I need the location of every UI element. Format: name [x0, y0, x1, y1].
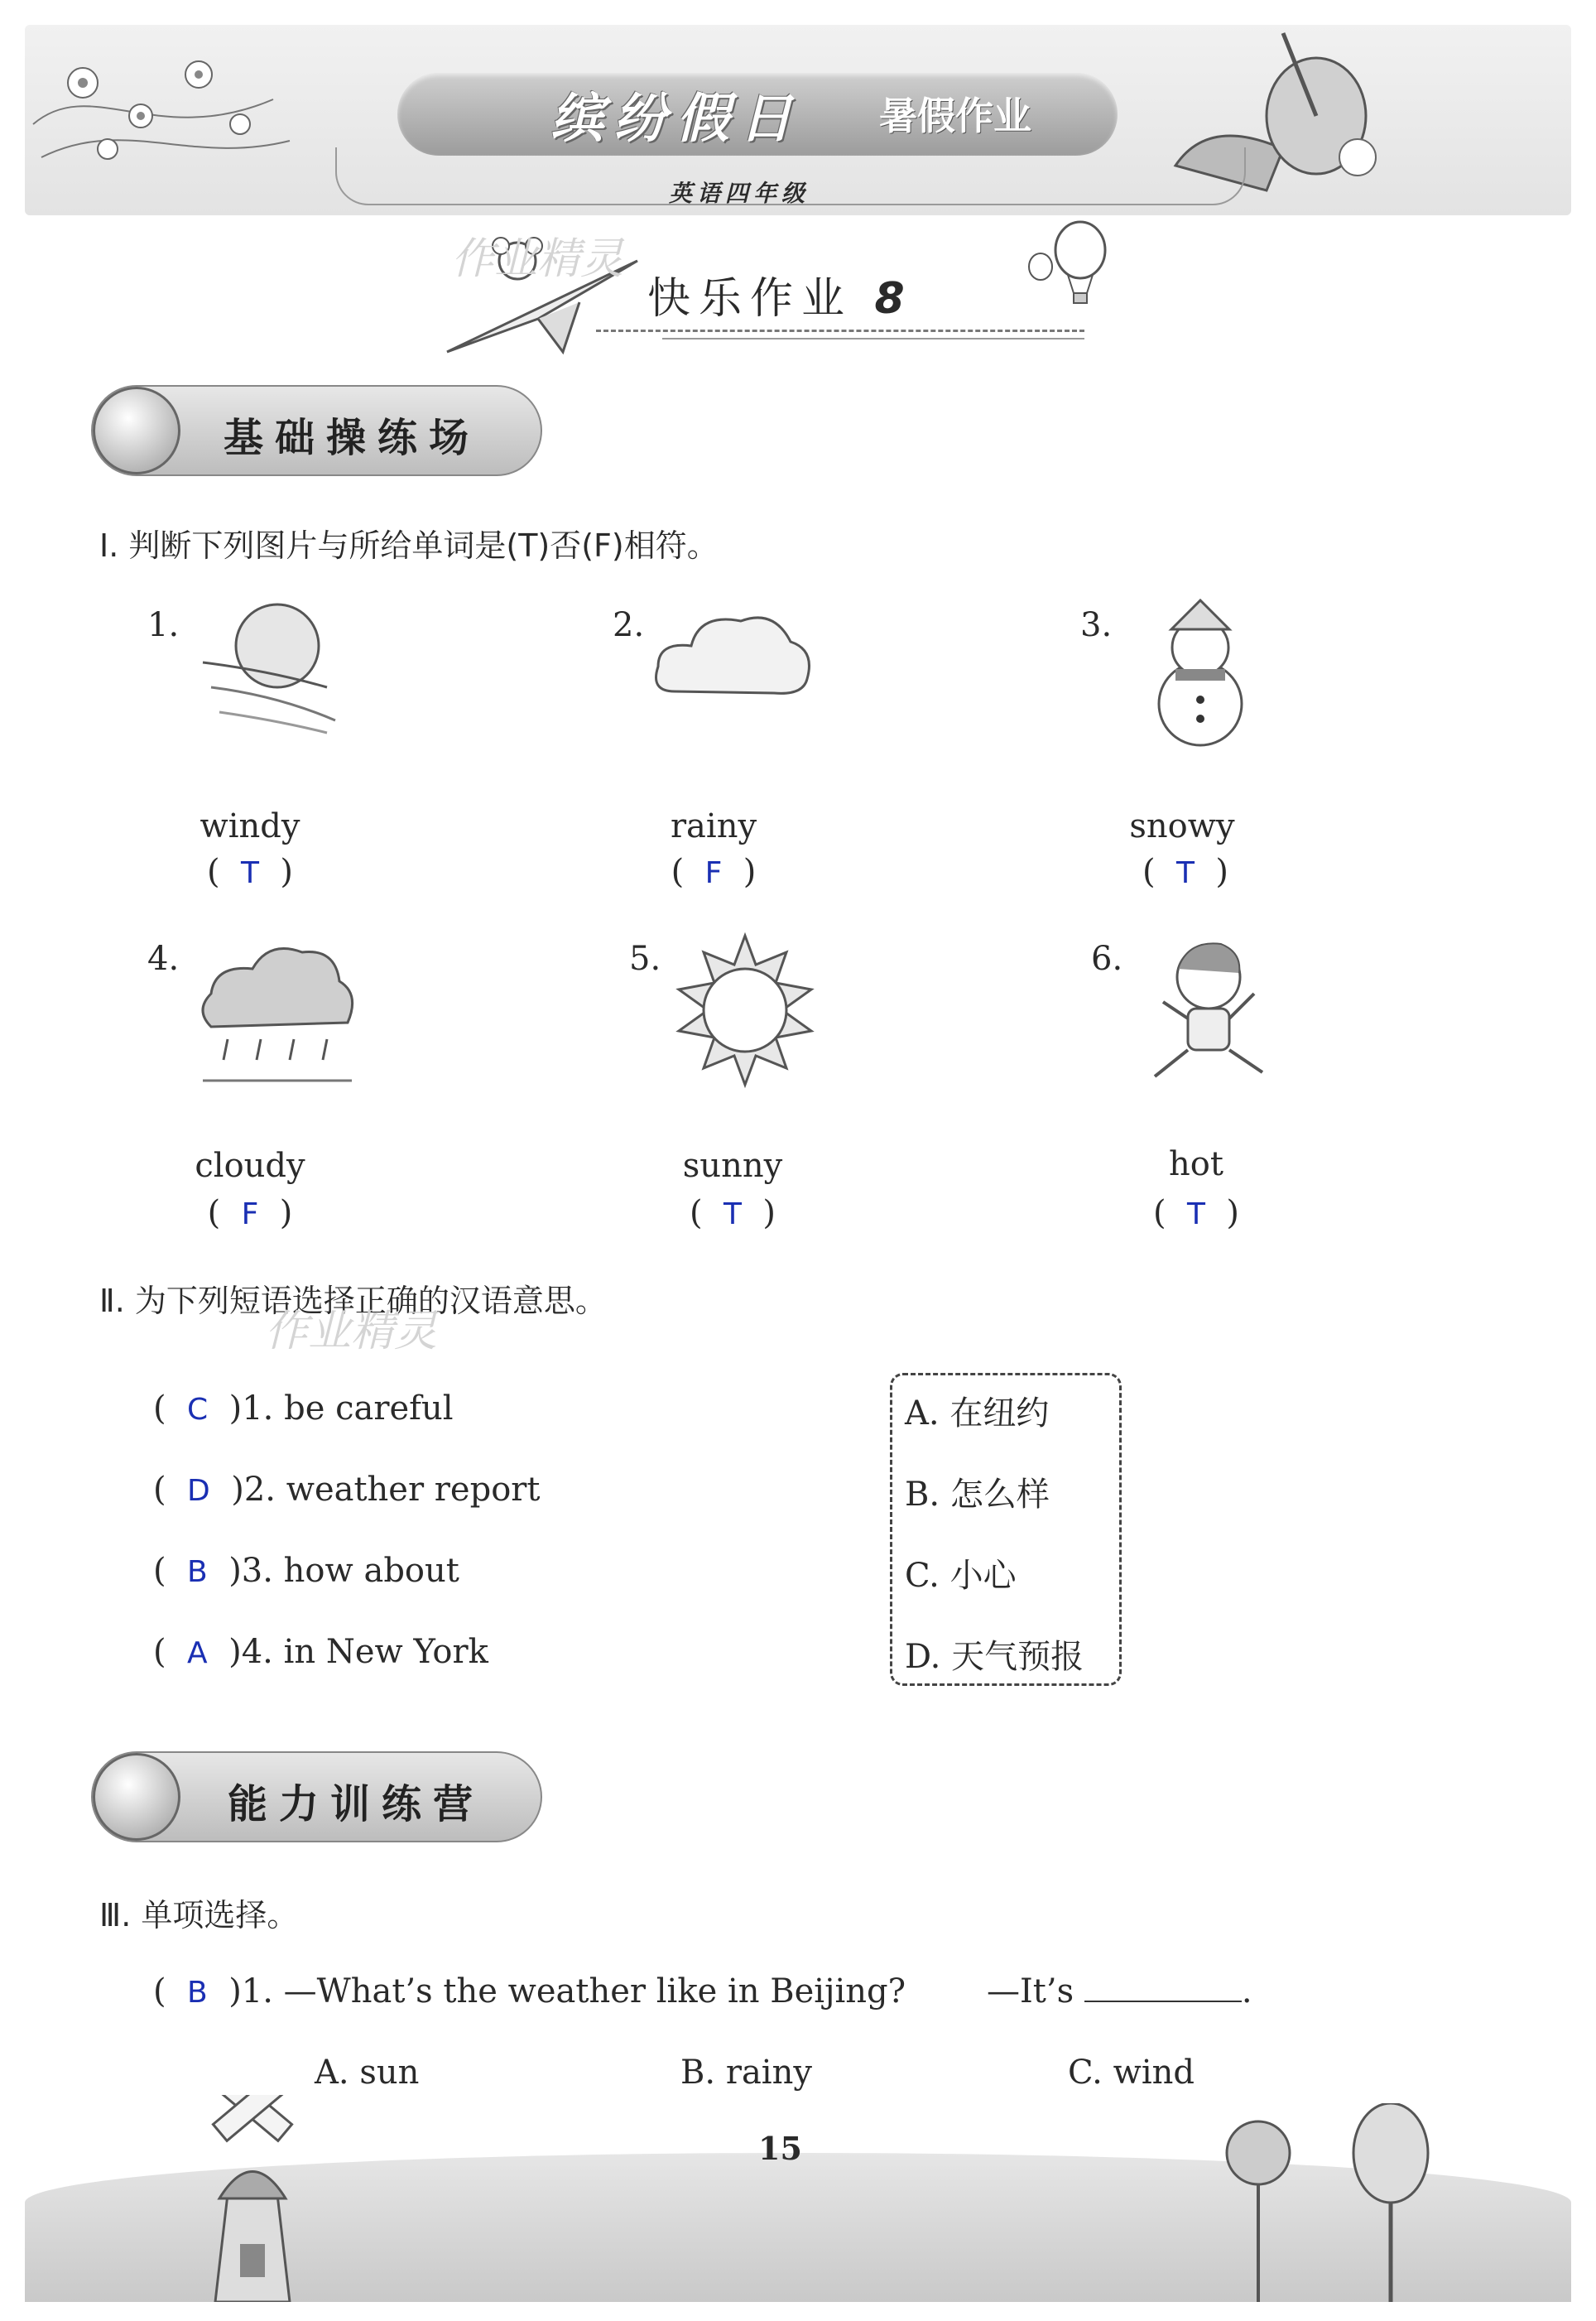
- book-subtitle: 暑假作业: [879, 94, 1031, 138]
- hot-boy-icon: [1130, 936, 1296, 1093]
- section-title-ability: 能力训练营: [228, 1781, 485, 1827]
- mc-option-c[interactable]: C. wind: [1068, 2054, 1195, 2092]
- option-item: [905, 1468, 1050, 1515]
- option-letter: D.: [905, 1638, 941, 1676]
- option-letter: A.: [905, 1394, 940, 1433]
- answer-blank[interactable]: ( T ): [206, 853, 294, 891]
- part2-instruction: Ⅱ. 为下列短语选择正确的汉语意思。: [99, 1283, 607, 1319]
- phrase-text: )2. weather report: [231, 1471, 541, 1509]
- item-word: sunny: [682, 1147, 783, 1185]
- section-title-basic: 基础操练场: [224, 415, 481, 461]
- phrase-item: ( B )3. how about: [153, 1552, 459, 1590]
- answer-value: T: [241, 856, 259, 890]
- answer-value[interactable]: B: [187, 1976, 208, 2010]
- item-number: 5.: [629, 940, 661, 978]
- rain-cloud-icon: [195, 936, 360, 1093]
- answer-value: T: [1187, 1197, 1205, 1231]
- windmill-icon: [157, 2095, 348, 2302]
- assignment-label: 快乐作业: [647, 274, 853, 324]
- answer-value[interactable]: C: [187, 1393, 209, 1427]
- option-item: [905, 1549, 1017, 1596]
- option-letter: B.: [905, 1476, 940, 1514]
- answer-value[interactable]: B: [187, 1555, 208, 1589]
- question-reply: [987, 1972, 1252, 2010]
- item-word: rainy: [670, 807, 757, 845]
- pencil-book-icon: [93, 1753, 180, 1841]
- mc-question: ( B )1. —What’s the weather like in Beijing?: [153, 1972, 906, 2010]
- mc-option-a[interactable]: A. sun: [315, 2054, 420, 2092]
- phrase-item: ( D )2. weather report: [153, 1471, 541, 1509]
- phrase-text: )4. in New York: [228, 1633, 488, 1671]
- phrase-item: ( C )1. be careful: [153, 1389, 454, 1428]
- part3-instruction: Ⅲ. 单项选择。: [99, 1897, 299, 1933]
- answer-blank[interactable]: ( F ): [671, 853, 757, 891]
- option-text: 怎么样: [949, 1476, 1050, 1514]
- answer-value[interactable]: D: [187, 1474, 210, 1508]
- item-number: 2.: [613, 606, 645, 644]
- answer-blank-line[interactable]: [1084, 1977, 1242, 2002]
- item-word: cloudy: [195, 1147, 305, 1185]
- question-text: )1. —What’s the weather like in Beijing?: [228, 1972, 906, 2010]
- cloud-icon: [650, 600, 815, 708]
- reply-text: —It’s: [987, 1972, 1074, 2010]
- option-text: 在纽约: [949, 1394, 1050, 1433]
- answer-blank[interactable]: ( T ): [1152, 1194, 1240, 1232]
- title-underline: [596, 330, 1084, 332]
- sun-icon: [666, 932, 824, 1089]
- grade-label: 英语四年级: [669, 180, 810, 207]
- option-item: [905, 1630, 1084, 1678]
- phrase-text: )1. be careful: [228, 1389, 454, 1428]
- flower-decoration-icon: [1192, 2103, 1440, 2302]
- windy-cloud-icon: [186, 596, 352, 737]
- flower-decoration-icon: [25, 25, 306, 190]
- item-number: 3.: [1080, 606, 1113, 644]
- part1-instruction: Ⅰ. 判断下列图片与所给单词是(T)否(F)相符。: [99, 527, 719, 564]
- assignment-title: [647, 263, 913, 325]
- item-word: snowy: [1129, 807, 1235, 845]
- option-text: 天气预报: [951, 1638, 1084, 1676]
- assignment-number: 8: [874, 274, 913, 324]
- phrase-text: )3. how about: [228, 1552, 459, 1590]
- item-number: 4.: [147, 940, 180, 978]
- item-number: 1.: [147, 606, 180, 644]
- phrase-item: ( A )4. in New York: [153, 1633, 488, 1671]
- snowman-icon: [1118, 596, 1283, 754]
- mc-option-b[interactable]: B. rainy: [680, 2054, 812, 2092]
- item-word: windy: [200, 807, 300, 845]
- title-underline-solid: [662, 338, 1084, 339]
- answer-blank[interactable]: ( T ): [689, 1194, 776, 1232]
- answer-blank[interactable]: ( T ): [1142, 853, 1229, 891]
- watermark: 作业精灵: [265, 1307, 438, 1356]
- option-item: [905, 1387, 1049, 1434]
- item-number: 6.: [1091, 940, 1123, 978]
- watermark: 作业精灵: [451, 234, 624, 284]
- item-word: hot: [1169, 1145, 1223, 1183]
- answer-value: F: [704, 856, 723, 890]
- answer-value: T: [1176, 856, 1195, 890]
- hot-air-balloon-icon: [1022, 217, 1113, 308]
- answer-value[interactable]: A: [187, 1636, 208, 1670]
- answer-blank[interactable]: ( F ): [207, 1194, 293, 1232]
- answer-value: T: [723, 1197, 742, 1231]
- reply-end: .: [1241, 1972, 1252, 2010]
- option-text: 小心: [949, 1557, 1017, 1595]
- option-letter: C.: [905, 1557, 940, 1595]
- pencil-book-icon: [93, 387, 180, 474]
- page-number: 15: [758, 2130, 802, 2167]
- book-title: 缤纷假日: [550, 89, 802, 150]
- answer-value: F: [241, 1197, 259, 1231]
